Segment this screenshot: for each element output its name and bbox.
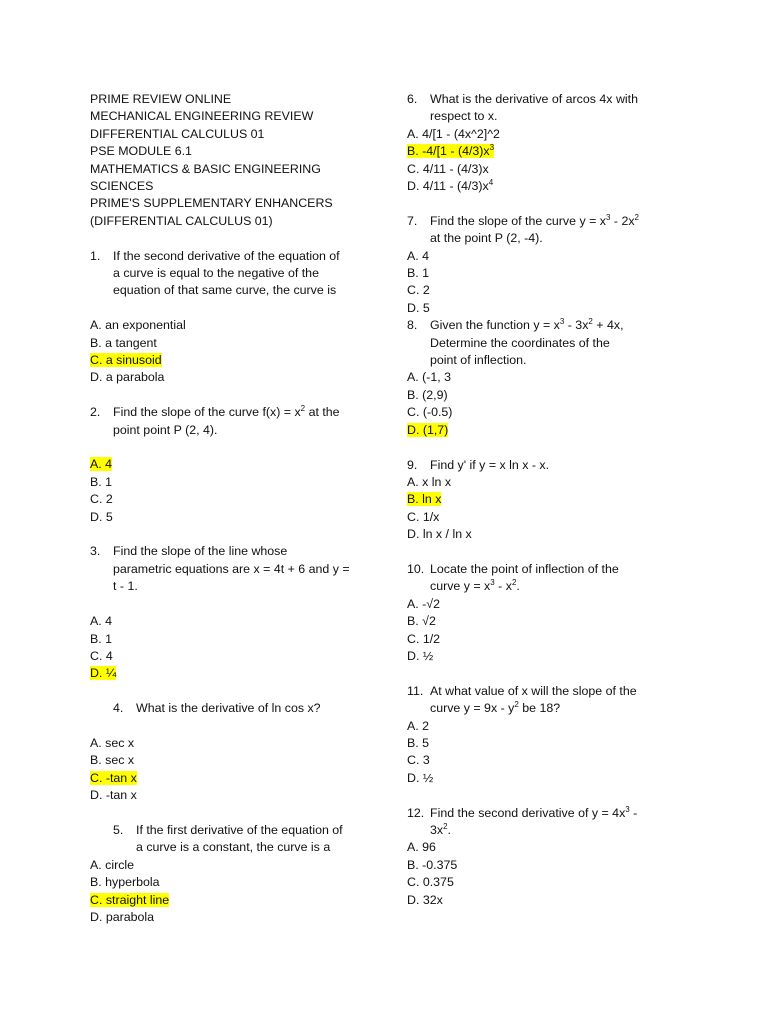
answer-option-highlighted: B. ln x <box>407 492 442 507</box>
question-stem <box>407 91 697 126</box>
question-stem <box>407 213 697 248</box>
answer-option: B. (2,9) <box>407 387 448 402</box>
question-number: 11. <box>407 683 424 698</box>
answer-option: A. circle <box>90 857 135 872</box>
question-stem <box>407 805 697 840</box>
question-number: 2. <box>90 405 101 420</box>
answer-option: C. 1/2 <box>407 631 441 646</box>
answer-option: A. 4/[1 - (4x^2]^2 <box>407 126 500 141</box>
answer-option: B. 1 <box>407 266 430 281</box>
question-text-line: Find the second derivative of $y = 4x^3$ - <box>430 804 638 820</box>
answer-option: D. parabola <box>90 909 155 924</box>
answer-option: D. 5 <box>407 300 430 315</box>
question-text-line: Given the function $y = x^3 - 3x^2 + 4x$, <box>430 317 624 333</box>
question-9 <box>407 457 697 544</box>
question-text-line: Find the slope of the line whose <box>113 544 288 559</box>
question-text-line: If the first derivative of the equation of <box>136 822 343 837</box>
answer-option: A. 2 <box>407 718 430 733</box>
question-number: 6. <box>407 92 418 106</box>
question-11 <box>407 683 697 787</box>
header-line: DIFFERENTIAL CALCULUS 01 <box>90 126 265 141</box>
question-text-line: $3x^2$. <box>430 821 451 837</box>
answer-option: B. -0.375 <box>407 857 458 872</box>
question-stem <box>90 248 370 300</box>
answer-option: A. an exponential <box>90 318 186 333</box>
question-8 <box>407 317 697 439</box>
answer-option: B. √2 <box>407 614 436 629</box>
answer-option: C. 4 <box>90 648 113 663</box>
question-5 <box>90 822 370 926</box>
question-text-line: Find y' if y = x ln x - x. <box>430 457 550 472</box>
answer-option: A. x ln x <box>407 474 452 489</box>
header-line: MATHEMATICS & BASIC ENGINEERING <box>90 161 321 176</box>
answer-option: D. 5 <box>90 509 113 524</box>
header-line: PSE MODULE 6.1 <box>90 144 192 159</box>
answer-option: B. 1 <box>90 631 113 646</box>
answer-option: C. 2 <box>90 492 113 507</box>
question-number: 9. <box>407 457 418 472</box>
question-number: 1. <box>90 248 101 263</box>
answer-option: D. a parabola <box>90 370 165 385</box>
question-text-line: respect to x. <box>430 109 498 124</box>
answer-option: B. a tangent <box>90 335 157 350</box>
question-10 <box>407 561 697 665</box>
question-stem <box>407 317 697 369</box>
answer-option: C. 2 <box>407 283 430 298</box>
question-text-line: parametric equations are x = 4t + 6 and y = <box>113 561 350 576</box>
question-text-line: If the second derivative of the equation of <box>113 248 340 263</box>
answer-option: A. 96 <box>407 840 436 855</box>
question-3 <box>90 543 370 682</box>
question-text-line: Locate the point of inflection of the <box>430 561 619 576</box>
question-stem <box>90 543 370 595</box>
answer-option: D. ln x / ln x <box>407 527 472 542</box>
answer-option: C. (-0.5) <box>407 405 453 420</box>
question-text-line: curve $y = x^3 - x^2$. <box>430 578 520 594</box>
question-number: 8. <box>407 318 418 333</box>
answer-option: D. 32x <box>407 892 443 907</box>
answer-option: C. 0.375 <box>407 875 454 890</box>
answer-option: A. 4 <box>90 614 113 629</box>
answer-option-highlighted: C. a sinusoid <box>90 353 162 368</box>
question-number: 3. <box>90 544 101 559</box>
answer-option: C. 1/x <box>407 509 440 524</box>
question-4 <box>90 700 370 804</box>
question-stem <box>113 822 370 857</box>
question-text-line: Find the slope of the curve $f(x) = x^2$ at the <box>113 404 340 420</box>
question-stem <box>407 683 697 718</box>
question-text-line: a curve is equal to the negative of the <box>113 266 319 281</box>
question-text-line: t - 1. <box>113 579 138 594</box>
answer-option: B. 5 <box>407 735 430 750</box>
question-text-line: What is the derivative of ln cos x? <box>136 701 321 716</box>
answer-option: C. 3 <box>407 753 430 768</box>
question-stem <box>90 404 370 439</box>
question-stem <box>407 457 697 474</box>
question-6 <box>407 91 697 195</box>
header-line: PRIME REVIEW ONLINE <box>90 92 232 106</box>
question-number: 5. <box>113 822 124 837</box>
answer-option: C. 4/11 - (4/3)x <box>407 161 489 176</box>
question-text-line: at the point P (2, -4). <box>430 231 543 246</box>
question-7 <box>407 213 697 317</box>
answer-option: A. (-1, 3 <box>407 370 452 385</box>
answer-option: A. 4 <box>407 248 430 263</box>
right-column <box>407 91 697 909</box>
answer-option: B. hyperbola <box>90 875 160 890</box>
answer-option-highlighted: D. ¼ <box>90 666 117 681</box>
answer-option: A. sec x <box>90 735 135 750</box>
question-text-line: Determine the coordinates of the <box>430 335 610 350</box>
question-text-line: equation of that same curve, the curve is <box>113 283 337 298</box>
question-number: 10. <box>407 561 425 576</box>
document-header <box>90 91 370 230</box>
question-number: 12. <box>407 805 425 820</box>
answer-option-highlighted: C. straight line <box>90 892 170 907</box>
header-line: MECHANICAL ENGINEERING REVIEW <box>90 109 314 124</box>
question-stem <box>407 561 697 596</box>
question-1 <box>90 248 370 387</box>
question-text-line: Find the slope of the curve $y = x^3 - 2x^2$ <box>430 212 639 228</box>
question-2 <box>90 404 370 526</box>
question-text-line: point of inflection. <box>430 353 527 368</box>
answer-option-highlighted: B. $-4/[1 - (4/3)x^3$ <box>407 143 495 159</box>
question-text-line: curve $y = 9x - y^2$ be 18? <box>430 700 561 716</box>
question-number: 7. <box>407 213 418 228</box>
header-line: (DIFFERENTIAL CALCULUS 01) <box>90 213 273 228</box>
answer-option: D. ½ <box>407 648 434 663</box>
question-text-line: What is the derivative of arcos 4x with <box>430 92 638 106</box>
question-12 <box>407 805 697 909</box>
question-text-line: a curve is a constant, the curve is a <box>136 840 331 855</box>
question-stem <box>113 700 370 717</box>
question-text-line: point point P (2, 4). <box>113 422 218 437</box>
answer-option: D. $4/11 - (4/3)x^4$ <box>407 178 494 194</box>
answer-option-highlighted: C. -tan x <box>90 770 137 785</box>
answer-option: D. -tan x <box>90 788 137 803</box>
header-line: SCIENCES <box>90 179 154 194</box>
answer-option: D. ½ <box>407 770 434 785</box>
question-number: 4. <box>113 701 124 716</box>
answer-option: B. sec x <box>90 753 135 768</box>
question-text-line: At what value of x will the slope of the <box>430 683 637 698</box>
answer-option-highlighted: A. 4 <box>90 457 113 472</box>
left-column <box>90 91 370 926</box>
answer-option: A. -√2 <box>407 596 440 611</box>
answer-option: B. 1 <box>90 474 113 489</box>
header-line: PRIME'S SUPPLEMENTARY ENHANCERS <box>90 196 333 211</box>
answer-option-highlighted: D. (1,7) <box>407 422 449 437</box>
